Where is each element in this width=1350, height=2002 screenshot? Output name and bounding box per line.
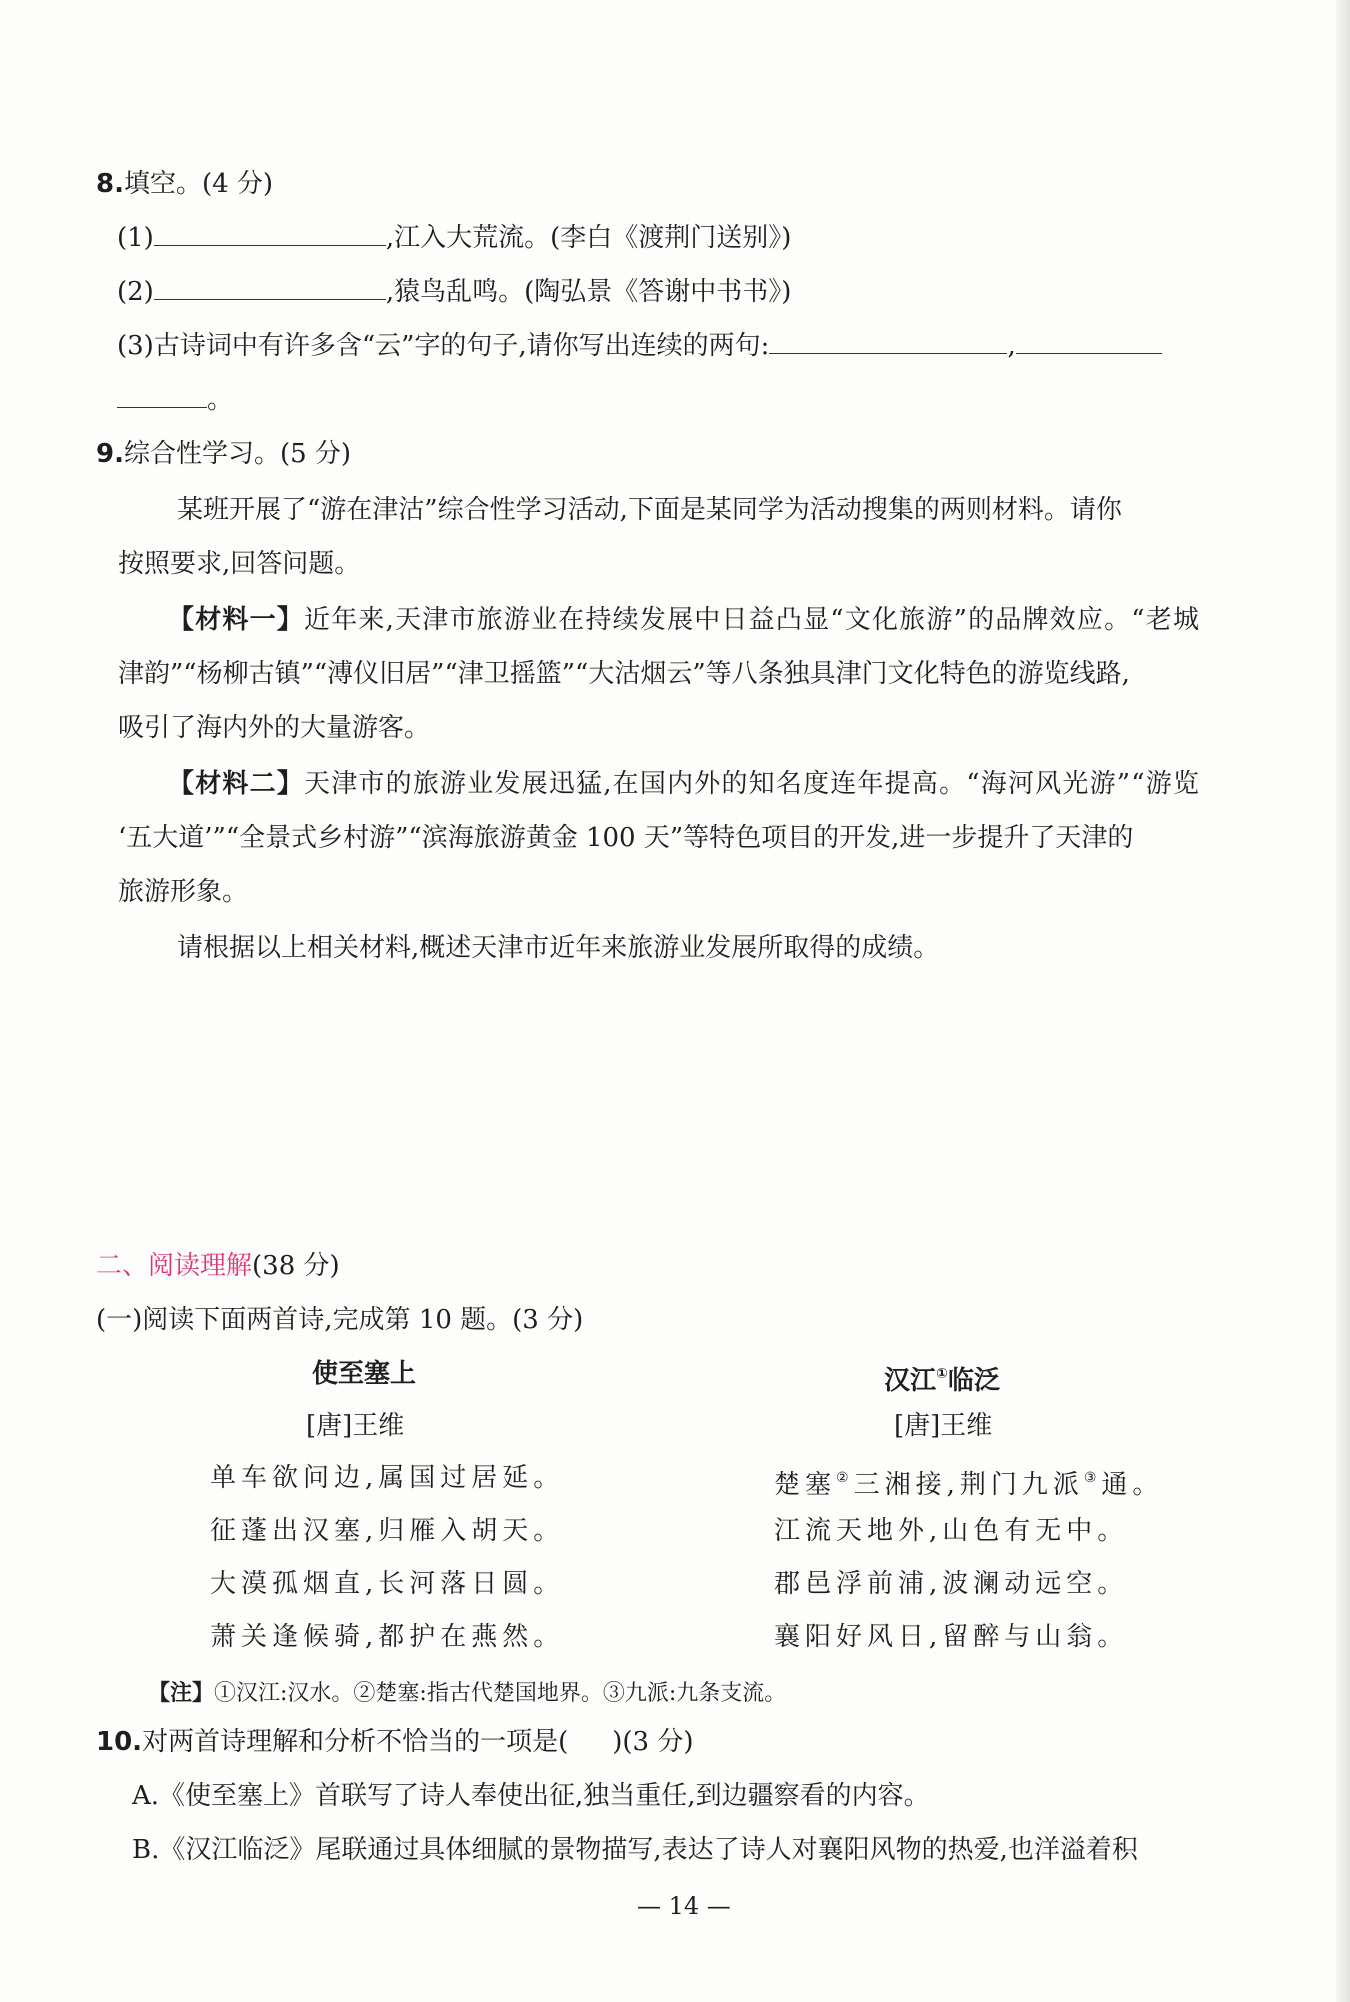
page-edge-shadow (1336, 0, 1350, 2002)
material-1-line-1: 【材料一】近年来,天津市旅游业在持续发展中日益凸显“文化旅游”的品牌效应。“老城 (168, 605, 1201, 635)
q10-stem: 10.对两首诗理解和分析不恰当的一项是( )(3 分) (96, 1727, 694, 1757)
page-number: — 14 — (637, 1892, 731, 1920)
q10-number: 10. (96, 1727, 143, 1757)
q9-number: 9. (96, 439, 124, 469)
poem-2-line: 楚塞②三湘接,荆门九派③通。 (774, 1470, 1164, 1500)
material-1-line-3: 吸引了海内外的大量游客。 (118, 713, 431, 743)
q9-intro-1: 某班开展了“游在津沽”综合性学习活动,下面是某同学为活动搜集的两则材料。请你 (177, 495, 1122, 525)
poem-2-line: 襄阳好风日,留醉与山翁。 (774, 1622, 1129, 1652)
q9-intro-2: 按照要求,回答问题。 (118, 549, 361, 579)
answer-blank[interactable] (1016, 329, 1162, 354)
poem-1-author: [唐]王维 (306, 1411, 405, 1441)
poem-1-line: 大漠孤烟直,长河落日圆。 (210, 1569, 565, 1599)
q8-item-1: (1) ,江入大荒流。(李白《渡荆门送别》) (117, 223, 792, 253)
material-1-label: 【材料一】 (168, 605, 305, 635)
section-2-heading: 二、阅读理解(38 分) (96, 1251, 340, 1281)
poem-2-line: 江流天地外,山色有无中。 (774, 1516, 1129, 1546)
q8-item-3-cont: 。 (117, 382, 233, 418)
poem-1-line: 征蓬出汉塞,归雁入胡天。 (210, 1516, 565, 1546)
poem-2-line: 郡邑浮前浦,波澜动远空。 (774, 1569, 1129, 1599)
answer-blank[interactable] (154, 221, 386, 246)
section-2-title: 二、阅读理解 (96, 1251, 253, 1281)
q8-number: 8. (96, 169, 124, 199)
q10-option-b: B.《汉江临泛》尾联通过具体细腻的景物描写,表达了诗人对襄阳风物的热爱,也洋溢着积 (132, 1835, 1138, 1865)
part-1-intro: (一)阅读下面两首诗,完成第 10 题。(3 分) (96, 1305, 584, 1335)
footnote: 【注】①汉江:汉水。②楚塞:指古代楚国地界。③九派:九条支流。 (148, 1680, 787, 1706)
note-marker: ① (936, 1366, 948, 1382)
q8-item-3: (3)古诗词中有许多含“云”字的句子,请你写出连续的两句: , (117, 328, 1162, 364)
material-2-line-3: 旅游形象。 (118, 877, 249, 907)
note-marker: ② (836, 1470, 854, 1486)
note-marker: ③ (1083, 1470, 1102, 1486)
footnote-label: 【注】 (148, 1680, 215, 1706)
material-2-line-1: 【材料二】天津市的旅游业发展迅猛,在国内外的知名度连年提高。“海河风光游”“游览 (168, 769, 1201, 799)
poem-2-title: 汉江①临泛 (884, 1366, 1000, 1396)
answer-blank[interactable] (154, 275, 386, 300)
answer-blank[interactable] (117, 383, 207, 408)
q9-title: 9.综合性学习。(5 分) (96, 439, 352, 469)
material-1-line-2: 津韵”“杨柳古镇”“溥仪旧居”“津卫摇篮”“大沽烟云”等八条独具津门文化特色的游览线路, (118, 659, 1130, 689)
poem-1-title: 使至塞上 (312, 1359, 417, 1389)
q9-question: 请根据以上相关材料,概述天津市近年来旅游业发展所取得的成绩。 (177, 933, 940, 963)
answer-blank[interactable] (769, 329, 1007, 354)
poem-1-line: 单车欲问边,属国过居延。 (210, 1463, 565, 1493)
q10-option-a: A.《使至塞上》首联写了诗人奉使出征,独当重任,到边疆察看的内容。 (132, 1781, 930, 1811)
poem-1-line: 萧关逢候骑,都护在燕然。 (210, 1622, 565, 1652)
q8-title: 8.填空。(4 分) (96, 169, 274, 199)
poem-2-author: [唐]王维 (894, 1411, 993, 1441)
material-2-line-2: ‘五大道’”“全景式乡村游”“滨海旅游黄金 100 天”等特色项目的开发,进一步提升了天津的 (118, 823, 1134, 853)
q8-item-2: (2) ,猿鸟乱鸣。(陶弘景《答谢中书书》) (117, 277, 792, 307)
material-2-label: 【材料二】 (168, 769, 305, 799)
